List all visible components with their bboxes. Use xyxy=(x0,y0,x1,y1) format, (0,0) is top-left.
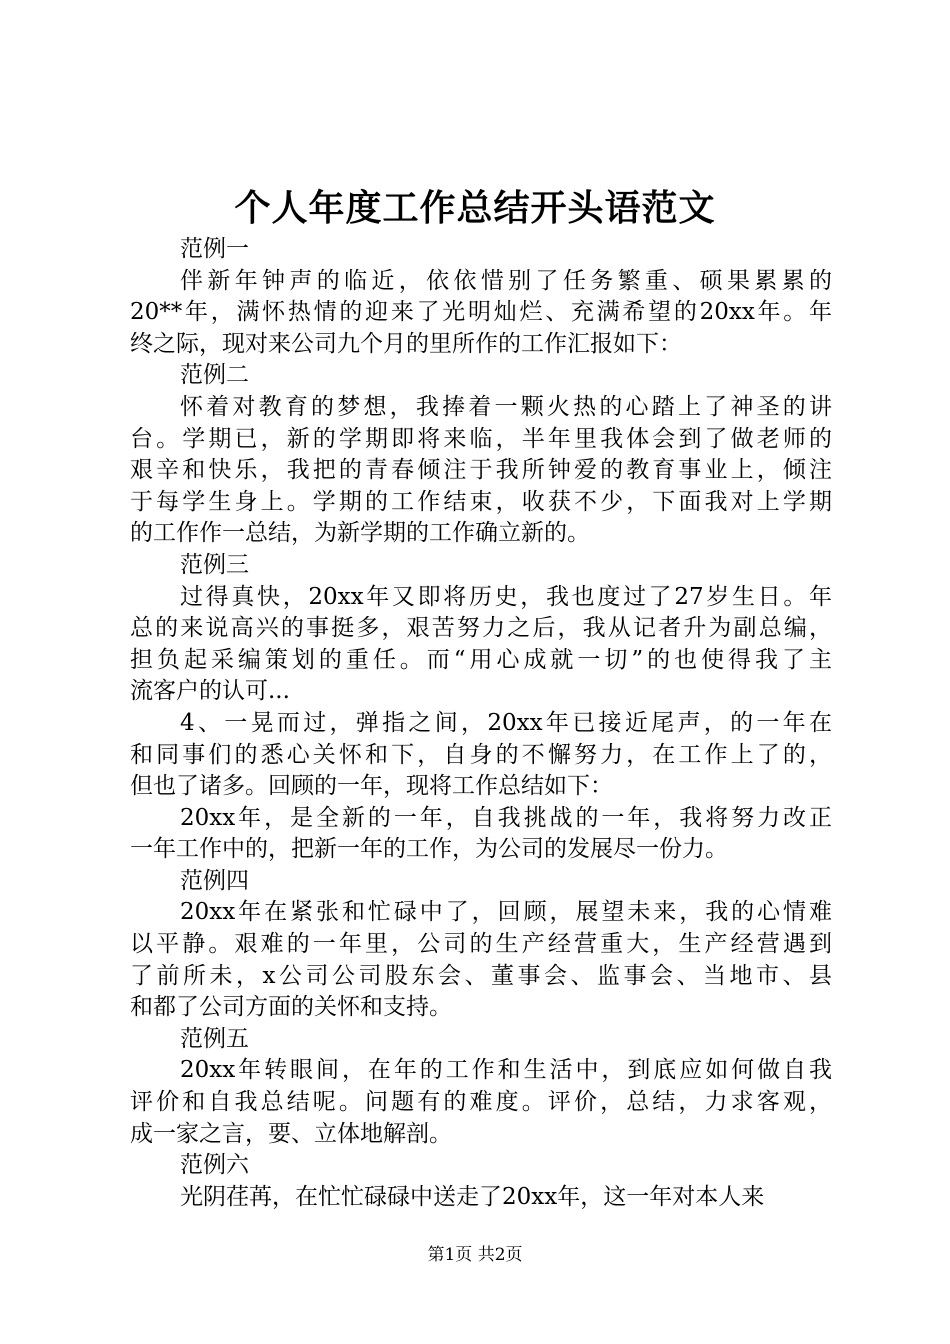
paragraph-line: 担负起采编策划的重任。而“用心成就一切”的也使得我了主 xyxy=(130,646,832,673)
section-heading: 范例六 xyxy=(180,1152,249,1179)
paragraph-line: 和同事们的悉心关怀和下，自身的不懈努力，在工作上了的， xyxy=(130,741,832,768)
page-title: 个人年度工作总结开头语范文 xyxy=(234,187,716,229)
paragraph-line: 了前所未，x公司公司股东会、董事会、监事会、当地市、县 xyxy=(130,962,832,989)
paragraph-line: 20xx年，是全新的一年，自我挑战的一年，我将努力改正 xyxy=(180,804,832,831)
section-heading: 范例五 xyxy=(180,1025,249,1052)
section-heading: 范例一 xyxy=(180,236,249,262)
paragraph-line: 评价和自我总结呢。问题有的难度。评价，总结，力求客观， xyxy=(130,1089,832,1116)
paragraph-line: 于每学生身上。学期的工作结束，收获不少，下面我对上学期 xyxy=(130,488,832,515)
section-heading: 范例三 xyxy=(180,551,249,578)
paragraph-line: 和都了公司方面的关怀和支持。 xyxy=(130,994,452,1021)
paragraph-line: 以平静。艰难的一年里，公司的生产经营重大，生产经营遇到 xyxy=(130,931,832,958)
paragraph-line: 一年工作中的，把新一年的工作，为公司的发展尽一份力。 xyxy=(130,836,728,863)
paragraph-line: 伴新年钟声的临近，依依惜别了任务繁重、硕果累累的 xyxy=(180,267,832,294)
paragraph-line: 光阴荏苒，在忙忙碌碌中送走了20xx年，这一年对本人来 xyxy=(180,1183,765,1210)
paragraph-line: 过得真快，20xx年又即将历史，我也度过了27岁生日。年 xyxy=(180,583,832,610)
paragraph-line: 20xx年在紧张和忙碌中了，回顾，展望未来，我的心情难 xyxy=(180,899,832,926)
paragraph-line: 成一家之言，要、立体地解剖。 xyxy=(130,1120,452,1147)
paragraph-line: 艰辛和快乐，我把的青春倾注于我所钟爱的教育事业上，倾注 xyxy=(130,457,832,484)
paragraph-line: 20**年，满怀热情的迎来了光明灿烂、充满希望的20xx年。年 xyxy=(130,299,832,326)
paragraph-line: 流客户的认可... xyxy=(130,678,290,705)
paragraph-line: 终之际，现对来公司九个月的里所作的工作汇报如下： xyxy=(130,330,682,357)
page-footer: 第1页 共2页 xyxy=(427,1245,523,1265)
document-body xyxy=(130,234,832,1213)
paragraph-line: 怀着对教育的梦想，我捧着一颗火热的心踏上了神圣的讲 xyxy=(180,393,832,420)
section-heading: 范例二 xyxy=(180,362,249,389)
paragraph-line: 4、一晃而过，弹指之间，20xx年已接近尾声，的一年在 xyxy=(180,709,832,736)
paragraph-line: 但也了诸多。回顾的一年，现将工作总结如下： xyxy=(130,773,613,800)
paragraph-line: 的工作作一总结，为新学期的工作确立新的。 xyxy=(130,520,590,547)
paragraph-line: 20xx年转眼间，在年的工作和生活中，到底应如何做自我 xyxy=(180,1057,832,1084)
paragraph-line: 总的来说高兴的事挺多，艰苦努力之后，我从记者升为副总编， xyxy=(130,615,832,642)
paragraph-line: 台。学期已，新的学期即将来临，半年里我体会到了做老师的 xyxy=(130,425,832,452)
section-heading: 范例四 xyxy=(180,867,249,894)
